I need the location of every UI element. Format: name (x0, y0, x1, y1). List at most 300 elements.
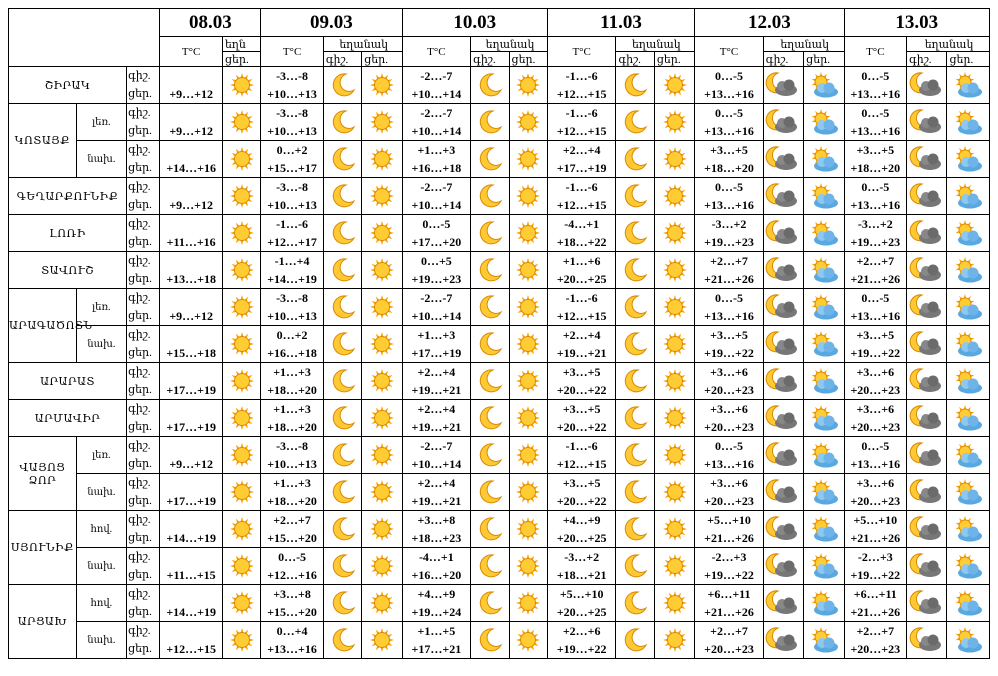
night-weather (616, 178, 654, 215)
day-weather (222, 178, 260, 215)
sun-icon (227, 514, 257, 544)
day-weather (654, 622, 694, 659)
night-temp: 0…-5 (422, 217, 451, 231)
day-weather (804, 178, 844, 215)
night-weather (616, 622, 654, 659)
night-weather (471, 548, 509, 585)
moon-icon (620, 144, 650, 174)
subregion-label: նախ. (76, 141, 126, 178)
date-header: 12.03 (695, 9, 844, 37)
moon-icon (620, 292, 650, 322)
region-row (9, 67, 990, 104)
night-temp: -1…+4 (274, 254, 310, 268)
region-name: ԱՐՑԱԽ (9, 585, 77, 659)
moon-icon (475, 514, 505, 544)
night-temp: 0…+2 (276, 143, 308, 157)
sun-icon (367, 107, 397, 137)
temp-header: T°C (844, 37, 907, 67)
night-weather (323, 326, 361, 363)
sun-cloud-icon (807, 292, 841, 322)
temperature-cell (695, 437, 764, 474)
night-weather (323, 215, 361, 252)
sun-cloud-icon (807, 551, 841, 581)
moon-cloud-icon (766, 366, 800, 396)
night-temp: +5…+10 (707, 513, 751, 527)
sun-icon (660, 329, 690, 359)
sun-cloud-icon (807, 440, 841, 470)
temperature-cell (261, 622, 324, 659)
night-temp: +3…+5 (562, 476, 601, 490)
moon-icon (475, 144, 505, 174)
night-weather (323, 104, 361, 141)
night-temp: -2…-7 (420, 291, 453, 305)
night-weather (907, 585, 947, 622)
night-temp (160, 326, 222, 344)
day-temp: +10…+13 (267, 457, 317, 471)
night-header: գիշ. (471, 52, 509, 67)
moon-icon (328, 440, 358, 470)
subregion-label: հով. (76, 511, 126, 548)
sun-icon (660, 366, 690, 396)
night-weather (616, 363, 654, 400)
date-header: 11.03 (547, 9, 694, 37)
temperature-cell (695, 511, 764, 548)
region-name: ՍՅՈՒՆԻՔ (9, 511, 77, 585)
night-temp: -3…+2 (711, 217, 747, 231)
moon-icon (328, 255, 358, 285)
night-temp: -2…-7 (420, 439, 453, 453)
night-weather (763, 141, 803, 178)
temperature-cell (547, 326, 616, 363)
day-header: ցեր. (654, 52, 694, 67)
night-temp: 0…-5 (714, 291, 743, 305)
day-temp: +9…+12 (169, 124, 213, 138)
day-temp: +21…+26 (850, 272, 901, 286)
sun-cloud-icon (807, 588, 841, 618)
sun-icon (660, 514, 690, 544)
moon-icon (475, 625, 505, 655)
day-temp: +14…+16 (166, 161, 216, 175)
night-weather (323, 585, 361, 622)
temperature-cell (695, 548, 764, 585)
day-temp: +13…+16 (704, 457, 754, 471)
temperature-cell (160, 104, 223, 141)
moon-icon (328, 144, 358, 174)
day-weather (362, 252, 402, 289)
day-temp: +12…+15 (556, 457, 607, 471)
sun-icon (227, 255, 257, 285)
day-weather (362, 326, 402, 363)
night-weather (471, 67, 509, 104)
sun-icon (367, 440, 397, 470)
night-header: գիշ. (907, 52, 947, 67)
night-temp: +3…+6 (856, 402, 895, 416)
night-weather (323, 289, 361, 326)
day-weather (509, 289, 547, 326)
night-temp (160, 363, 222, 381)
weather-header: եղանակ (471, 37, 548, 52)
day-temp: +13…+18 (166, 272, 216, 286)
day-weather (509, 548, 547, 585)
sun-cloud-icon (807, 70, 841, 100)
night-weather (471, 252, 509, 289)
day-weather (804, 141, 844, 178)
day-temp: +20…+23 (704, 383, 754, 397)
day-weather (947, 104, 990, 141)
sun-cloud-icon (807, 107, 841, 137)
moon-icon (475, 440, 505, 470)
time-of-day (127, 548, 160, 585)
region-row (9, 141, 990, 178)
moon-cloud-icon (766, 107, 800, 137)
day-temp: +15…+17 (267, 161, 317, 175)
day-temp: +10…+14 (411, 198, 462, 212)
temperature-cell (547, 215, 616, 252)
night-label: գիշ. (128, 292, 151, 304)
day-weather (654, 548, 694, 585)
sun-cloud-icon (951, 366, 985, 396)
night-temp (160, 437, 222, 455)
temperature-cell (402, 67, 471, 104)
day-weather (804, 252, 844, 289)
sun-icon (513, 292, 543, 322)
night-temp: -2…+3 (711, 550, 747, 564)
sun-cloud-icon (807, 218, 841, 248)
day-weather (509, 104, 547, 141)
day-temp: +19…+22 (704, 346, 754, 360)
sun-icon (227, 181, 257, 211)
night-weather (323, 437, 361, 474)
day-label: ցեր. (128, 458, 152, 470)
sun-icon (513, 551, 543, 581)
day-temp: +10…+13 (267, 309, 317, 323)
night-header: գիշ. (763, 52, 803, 67)
day-temp: +19…+22 (556, 642, 607, 656)
day-weather (947, 141, 990, 178)
day-temp: +19…+23 (704, 235, 754, 249)
night-label: գիշ. (128, 440, 151, 452)
day-temp: +12…+17 (267, 235, 317, 249)
day-temp: +20…+25 (556, 272, 607, 286)
day-temp: +17…+19 (166, 420, 216, 434)
temperature-cell (261, 363, 324, 400)
night-weather (616, 252, 654, 289)
temperature-cell (547, 141, 616, 178)
sun-icon (367, 255, 397, 285)
sun-icon (227, 292, 257, 322)
temperature-cell (160, 289, 223, 326)
day-temp: +20…+22 (556, 494, 607, 508)
moon-cloud-icon (766, 440, 800, 470)
moon-icon (328, 329, 358, 359)
moon-cloud-icon (910, 588, 944, 618)
moon-icon (620, 514, 650, 544)
region-row (9, 400, 990, 437)
temperature-cell (547, 363, 616, 400)
moon-icon (475, 181, 505, 211)
moon-icon (328, 403, 358, 433)
time-of-day (127, 363, 160, 400)
night-temp: 0…+2 (276, 328, 308, 342)
moon-cloud-icon (766, 403, 800, 433)
region-name: ՎԱՅՈՑ ՁՈՐ (9, 437, 77, 511)
night-temp (160, 511, 222, 529)
day-weather (804, 67, 844, 104)
day-temp: +19…+22 (704, 568, 754, 582)
temp-header: T°C (547, 37, 616, 67)
temperature-cell (261, 326, 324, 363)
night-temp: -2…-7 (420, 106, 453, 120)
sun-cloud-icon (807, 181, 841, 211)
day-temp: +16…+18 (411, 161, 462, 175)
night-weather (907, 178, 947, 215)
temperature-cell (261, 141, 324, 178)
day-temp: +13…+16 (850, 198, 901, 212)
temperature-cell (547, 585, 616, 622)
moon-icon (620, 70, 650, 100)
temperature-cell (402, 474, 471, 511)
temperature-cell (695, 178, 764, 215)
day-weather (362, 67, 402, 104)
day-weather (654, 104, 694, 141)
region-row (9, 326, 990, 363)
day-temp: +15…+20 (267, 531, 317, 545)
day-header: ցեր. (222, 52, 260, 67)
day-temp: +20…+22 (556, 383, 607, 397)
day-temp: +17…+20 (411, 235, 462, 249)
day-label: ցեր. (128, 125, 152, 137)
night-weather (616, 289, 654, 326)
night-label: գիշ. (128, 329, 151, 341)
region-name: ԿՈՏԱՅՔ (9, 104, 77, 178)
day-temp: +21…+26 (704, 531, 754, 545)
night-weather (907, 215, 947, 252)
day-temp: +12…+16 (267, 568, 317, 582)
temperature-cell (160, 437, 223, 474)
night-temp: -2…+3 (857, 550, 893, 564)
day-weather (804, 585, 844, 622)
day-weather (654, 67, 694, 104)
temp-header: T°C (402, 37, 471, 67)
night-temp: -1…-6 (565, 439, 598, 453)
day-temp: +20…+23 (850, 383, 901, 397)
day-weather (362, 585, 402, 622)
night-weather (616, 104, 654, 141)
moon-cloud-icon (766, 70, 800, 100)
temperature-cell (160, 400, 223, 437)
time-of-day (127, 326, 160, 363)
temperature-cell (160, 141, 223, 178)
region-row (9, 252, 990, 289)
day-temp: +18…+20 (704, 161, 754, 175)
day-temp: +21…+26 (704, 605, 754, 619)
sun-cloud-icon (951, 255, 985, 285)
moon-cloud-icon (766, 625, 800, 655)
temperature-cell (695, 622, 764, 659)
day-weather (509, 67, 547, 104)
sun-cloud-icon (807, 255, 841, 285)
night-weather (616, 437, 654, 474)
night-weather (763, 511, 803, 548)
day-temp: +18…+22 (556, 235, 607, 249)
temperature-cell (547, 437, 616, 474)
day-weather (509, 622, 547, 659)
day-weather (509, 511, 547, 548)
sun-cloud-icon (951, 403, 985, 433)
day-weather (947, 289, 990, 326)
day-temp: +19…+21 (411, 494, 462, 508)
moon-icon (328, 292, 358, 322)
night-weather (323, 511, 361, 548)
moon-cloud-icon (910, 70, 944, 100)
night-temp: +3…+5 (562, 402, 601, 416)
day-weather (362, 141, 402, 178)
sun-icon (660, 403, 690, 433)
day-weather (654, 474, 694, 511)
sun-icon (367, 181, 397, 211)
moon-icon (328, 514, 358, 544)
temperature-cell (261, 585, 324, 622)
night-weather (763, 104, 803, 141)
temperature-cell (844, 252, 907, 289)
day-label: ցեր. (128, 606, 152, 618)
night-temp: +4…+9 (562, 513, 601, 527)
temperature-cell (160, 252, 223, 289)
moon-cloud-icon (910, 514, 944, 544)
temperature-cell (844, 289, 907, 326)
day-weather (509, 326, 547, 363)
sun-icon (367, 588, 397, 618)
night-weather (907, 622, 947, 659)
night-temp: +3…+5 (856, 328, 895, 342)
time-of-day (127, 474, 160, 511)
day-temp: +10…+14 (411, 87, 462, 101)
temperature-cell (844, 326, 907, 363)
temperature-cell (844, 363, 907, 400)
night-temp: +1…+3 (417, 143, 456, 157)
night-label: գիշ. (128, 588, 151, 600)
day-temp: +20…+23 (850, 420, 901, 434)
day-weather (947, 252, 990, 289)
sun-icon (660, 588, 690, 618)
day-weather (804, 104, 844, 141)
date-header: 13.03 (844, 9, 989, 37)
night-temp: 0…-5 (714, 439, 743, 453)
temperature-cell (160, 326, 223, 363)
night-weather (471, 437, 509, 474)
night-weather (763, 215, 803, 252)
sun-cloud-icon (951, 107, 985, 137)
day-temp: +9…+12 (169, 87, 213, 101)
day-temp: +13…+16 (850, 309, 901, 323)
region-row (9, 104, 990, 141)
day-weather (222, 215, 260, 252)
day-temp: +14…+19 (267, 272, 317, 286)
moon-cloud-icon (766, 329, 800, 359)
moon-icon (620, 329, 650, 359)
sun-icon (367, 329, 397, 359)
day-temp: +19…+23 (850, 235, 901, 249)
day-label: ցեր. (128, 310, 152, 322)
temperature-cell (547, 289, 616, 326)
day-weather (509, 437, 547, 474)
subregion-label: նախ. (76, 474, 126, 511)
moon-icon (475, 107, 505, 137)
day-temp: +15…+20 (267, 605, 317, 619)
night-temp: -3…+2 (564, 550, 600, 564)
night-label: գիշ. (128, 70, 151, 82)
night-weather (763, 67, 803, 104)
time-of-day (127, 252, 160, 289)
day-weather (654, 326, 694, 363)
temperature-cell (844, 474, 907, 511)
night-label: գիշ. (128, 366, 151, 378)
night-temp: +2…+6 (562, 624, 601, 638)
moon-icon (328, 70, 358, 100)
day-header: ցեր. (509, 52, 547, 67)
day-weather (804, 326, 844, 363)
sun-icon (660, 218, 690, 248)
night-weather (907, 141, 947, 178)
day-temp: +12…+15 (556, 309, 607, 323)
region-row (9, 289, 990, 326)
night-temp: +3…+6 (710, 402, 748, 416)
sun-icon (367, 292, 397, 322)
temperature-cell (261, 178, 324, 215)
day-temp: +13…+16 (704, 198, 754, 212)
time-of-day (127, 215, 160, 252)
sun-icon (227, 403, 257, 433)
sun-cloud-icon (807, 514, 841, 544)
day-temp: +12…+15 (556, 124, 607, 138)
night-temp: -3…-8 (276, 291, 309, 305)
day-weather (654, 215, 694, 252)
day-weather (804, 622, 844, 659)
night-temp: -4…+1 (418, 550, 454, 564)
moon-cloud-icon (910, 292, 944, 322)
day-temp: +17…+19 (556, 161, 607, 175)
temperature-cell (402, 252, 471, 289)
night-weather (763, 548, 803, 585)
temperature-cell (160, 474, 223, 511)
sun-cloud-icon (951, 588, 985, 618)
day-weather (654, 585, 694, 622)
sun-icon (660, 144, 690, 174)
moon-icon (475, 218, 505, 248)
temperature-cell (402, 622, 471, 659)
day-weather (947, 363, 990, 400)
sun-icon (227, 440, 257, 470)
day-weather (362, 400, 402, 437)
day-weather (222, 141, 260, 178)
region-row (9, 178, 990, 215)
day-weather (509, 141, 547, 178)
time-of-day (127, 104, 160, 141)
day-weather (947, 622, 990, 659)
day-weather (654, 400, 694, 437)
temperature-cell (547, 252, 616, 289)
moon-icon (620, 477, 650, 507)
day-weather (509, 215, 547, 252)
night-temp: +4…+9 (417, 587, 456, 601)
day-weather (654, 252, 694, 289)
day-temp: +19…+24 (411, 605, 462, 619)
night-temp: 0…-5 (861, 291, 890, 305)
temperature-cell (695, 289, 764, 326)
night-temp (160, 67, 222, 85)
region-name: ԼՈՌԻ (9, 215, 127, 252)
night-temp: +5…+10 (559, 587, 604, 601)
